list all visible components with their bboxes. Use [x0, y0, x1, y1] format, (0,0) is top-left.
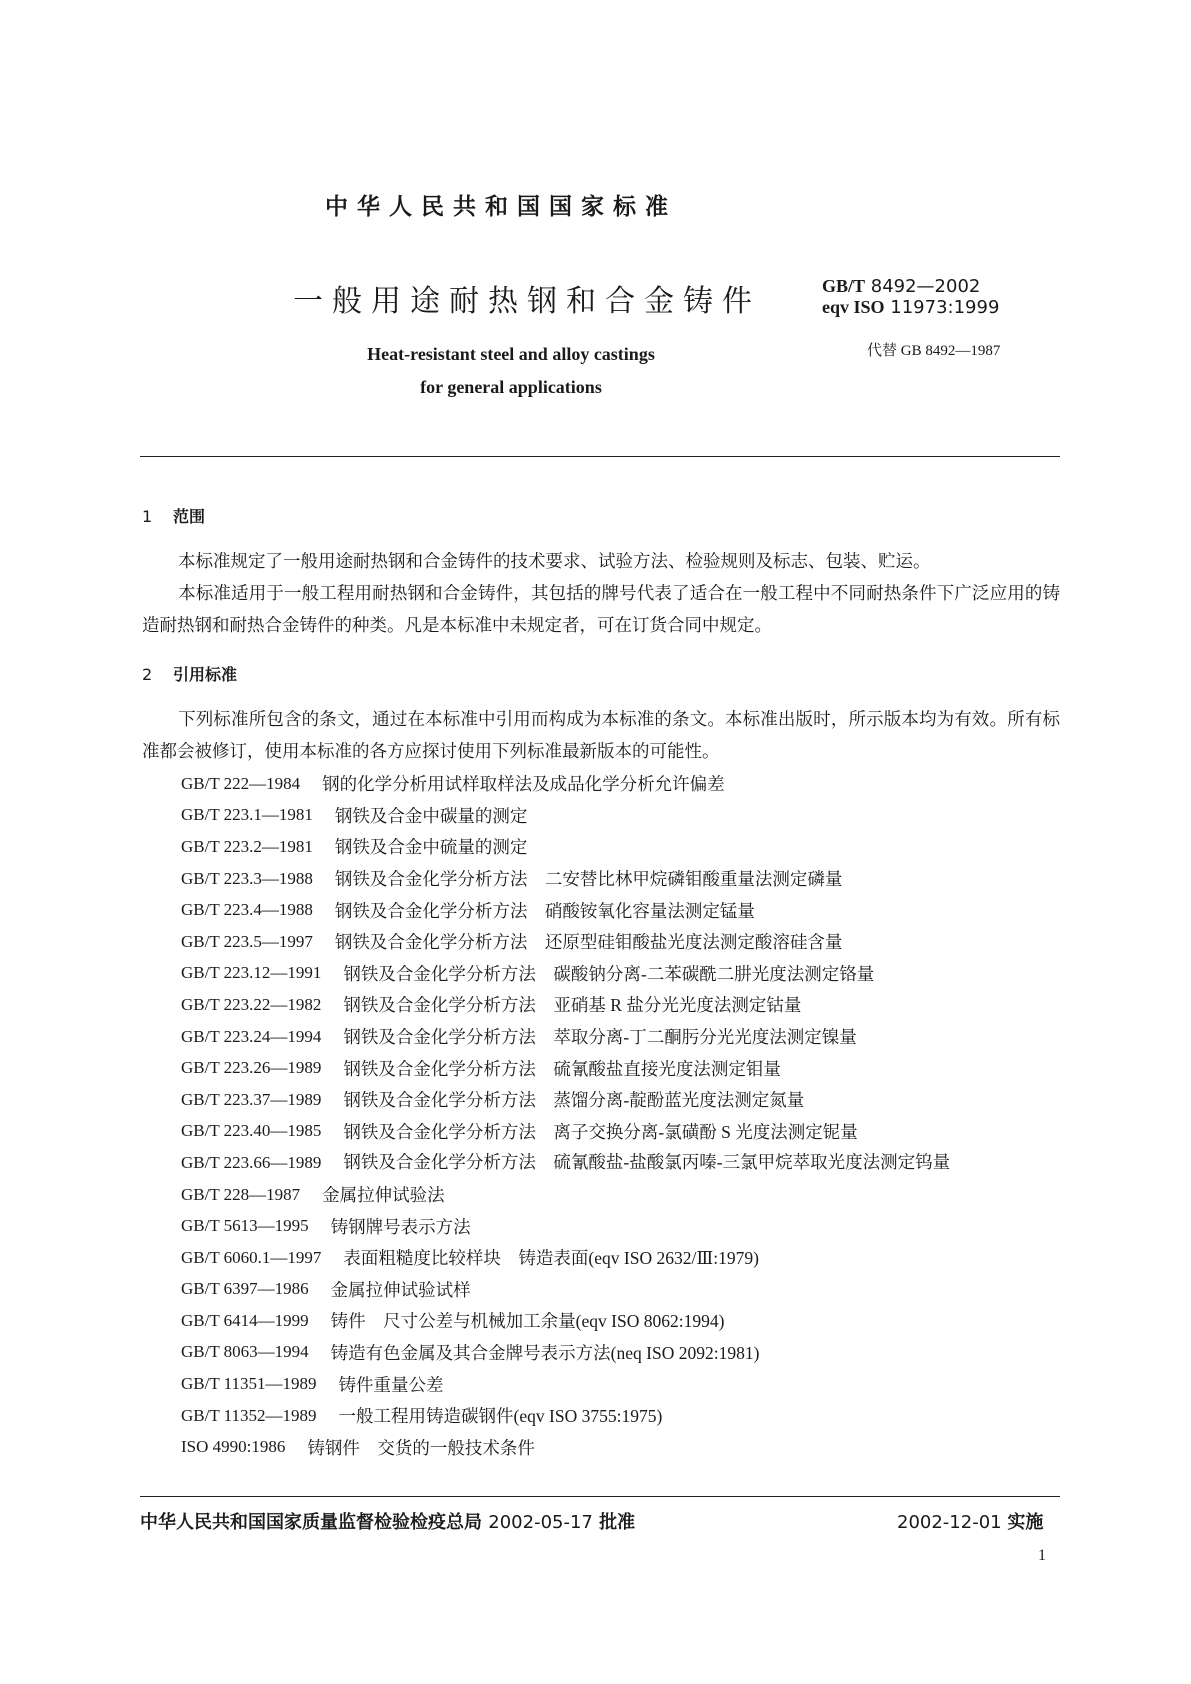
reference-title: 铸件重量公差 [338, 1374, 444, 1395]
document-title-cn: 一般用途耐热钢和合金铸件 [293, 284, 761, 319]
reference-item [181, 1179, 1061, 1211]
reference-item [181, 1242, 1061, 1274]
reference-code: GB/T 223.26—1989 [181, 1058, 322, 1078]
eqv-prefix: eqv ISO [822, 297, 885, 317]
reference-code: GB/T 223.40—1985 [181, 1121, 322, 1141]
national-standard-label: 中华人民共和国国家标准 [325, 194, 677, 220]
reference-title: 钢铁及合金化学分析方法 碳酸钠分离-二苯碳酰二肼光度法测定铬量 [343, 963, 875, 984]
reference-code: GB/T 223.2—1981 [181, 836, 313, 856]
implementation-line [897, 1508, 1043, 1534]
reference-code: ISO 4990:1986 [181, 1437, 286, 1457]
reference-item [181, 800, 1061, 832]
reference-code: GB/T 11351—1989 [181, 1374, 317, 1394]
reference-code: GB/T 223.3—1988 [181, 868, 313, 888]
reference-code: GB/T 6414—1999 [181, 1310, 309, 1330]
reference-title: 钢铁及合金化学分析方法 亚硝基 R 盐分光光度法测定钴量 [343, 995, 802, 1016]
reference-code: GB/T 223.37—1989 [181, 1089, 322, 1109]
document-title-en [330, 338, 692, 404]
equivalent-standard [822, 297, 999, 318]
reference-code: GB/T 223.24—1994 [181, 1026, 322, 1046]
implementation-label: 实施 [1007, 1512, 1044, 1533]
reference-item [181, 1337, 1061, 1369]
standard-code-block [822, 276, 999, 318]
reference-title: 铸造有色金属及其合金牌号表示方法(neq ISO 2092:1981) [330, 1342, 760, 1363]
references-intro-paragraph: 下列标准所包含的条文，通过在本标准中引用而构成为本标准的条文。本标准出版时，所示版本均为有效。所有标准都会被修订，使用本标准的各方应探讨使用下列标准最新版本的可能性。 [142, 710, 1060, 762]
reference-title: 钢铁及合金化学分析方法 硝酸铵氧化容量法测定锰量 [334, 900, 755, 921]
reference-title: 钢铁及合金化学分析方法 蒸馏分离-靛酚蓝光度法测定氮量 [343, 1090, 805, 1111]
reference-code: GB/T 223.4—1988 [181, 900, 313, 920]
reference-item [181, 1368, 1061, 1400]
reference-title: 金属拉伸试验法 [322, 1185, 445, 1206]
reference-item [181, 768, 1061, 800]
reference-item [181, 1210, 1061, 1242]
approval-line [140, 1508, 635, 1534]
reference-title: 钢铁及合金化学分析方法 硫氰酸盐-盐酸氯丙嗪-三氯甲烷萃取光度法测定钨量 [343, 1152, 951, 1173]
reference-item [181, 1431, 1061, 1463]
reference-title: 钢的化学分析用试样取样法及成品化学分析允许偏差 [322, 774, 725, 795]
reference-title: 钢铁及合金化学分析方法 二安替比林甲烷磷钼酸重量法测定磷量 [334, 869, 843, 890]
section-title: 范围 [173, 507, 206, 526]
section-number: 2 [142, 665, 153, 684]
reference-item [181, 831, 1061, 863]
reference-item [181, 1147, 1061, 1179]
reference-title: 表面粗糙度比较样块 铸造表面(eqv ISO 2632/Ⅲ:1979) [343, 1248, 759, 1269]
page-number: 1 [1038, 1547, 1046, 1564]
reference-title: 铸钢牌号表示方法 [330, 1216, 471, 1237]
reference-code: GB/T 223.5—1997 [181, 931, 313, 951]
reference-code: GB/T 6060.1—1997 [181, 1247, 322, 1267]
reference-code: GB/T 222—1984 [181, 773, 301, 793]
reference-item [181, 894, 1061, 926]
reference-item [181, 1400, 1061, 1432]
reference-code: GB/T 223.66—1989 [181, 1153, 322, 1173]
approval-label: 批准 [599, 1512, 636, 1533]
reference-title: 钢铁及合金化学分析方法 萃取分离-丁二酮肟分光光度法测定镍量 [343, 1027, 857, 1048]
title-en-line2: for general applications [420, 377, 602, 397]
reference-title: 金属拉伸试验试样 [330, 1279, 471, 1300]
code-prefix: GB/T [822, 276, 866, 296]
reference-code: GB/T 6397—1986 [181, 1279, 309, 1299]
reference-item [181, 958, 1061, 990]
title-en-line1: Heat-resistant steel and alloy castings [367, 344, 655, 364]
reference-item [181, 1021, 1061, 1053]
eqv-number: 11973:1999 [890, 297, 1000, 318]
footer-divider [140, 1496, 1060, 1497]
reference-code: GB/T 8063—1994 [181, 1342, 309, 1362]
reference-item [181, 926, 1061, 958]
reference-code: GB/T 5613—1995 [181, 1216, 309, 1236]
section-number: 1 [142, 507, 153, 526]
reference-title: 一般工程用铸造碳钢件(eqv ISO 3755:1975) [338, 1406, 663, 1427]
reference-code: GB/T 11352—1989 [181, 1405, 317, 1425]
section-title: 引用标准 [173, 665, 238, 684]
scope-paragraph-1: 本标准规定了一般用途耐热钢和合金铸件的技术要求、试验方法、检验规则及标志、包装、贮运。 [178, 552, 931, 572]
reference-title: 铸件 尺寸公差与机械加工余量(eqv ISO 8062:1994) [330, 1311, 725, 1332]
reference-item [181, 1116, 1061, 1148]
reference-code: GB/T 228—1987 [181, 1184, 301, 1204]
reference-item [181, 863, 1061, 895]
issuing-authority: 中华人民共和国国家质量监督检验检疫总局 [140, 1512, 482, 1533]
header-divider [140, 456, 1060, 457]
standard-code [822, 276, 999, 297]
reference-code: GB/T 223.1—1981 [181, 805, 313, 825]
reference-code: GB/T 223.22—1982 [181, 994, 322, 1014]
reference-list [181, 768, 1061, 1463]
approval-date: 2002-05-17 [488, 1512, 593, 1533]
implementation-date: 2002-12-01 [897, 1512, 1002, 1533]
reference-item [181, 1274, 1061, 1306]
reference-item [181, 1052, 1061, 1084]
reference-title: 钢铁及合金化学分析方法 离子交换分离-氯磺酚 S 光度法测定铌量 [343, 1121, 858, 1142]
reference-title: 钢铁及合金化学分析方法 还原型硅钼酸盐光度法测定酸溶硅含量 [334, 932, 843, 953]
reference-item [181, 1305, 1061, 1337]
section-heading-scope [142, 504, 205, 527]
reference-title: 钢铁及合金中碳量的测定 [334, 805, 528, 826]
replaces-note: 代替 GB 8492—1987 [867, 343, 1001, 359]
reference-title: 铸钢件 交货的一般技术条件 [307, 1437, 535, 1458]
reference-title: 钢铁及合金中硫量的测定 [334, 837, 528, 858]
reference-item [181, 989, 1061, 1021]
scope-paragraph-2: 本标准适用于一般工程用耐热钢和合金铸件，其包括的牌号代表了适合在一般工程中不同耐热条件下广泛应用的铸造耐热钢和耐热合金铸件的种类。凡是本标准中未规定者，可在订货合同中规定。 [142, 584, 1060, 636]
section-heading-references [142, 662, 237, 685]
code-number: 8492—2002 [870, 276, 981, 297]
reference-title: 钢铁及合金化学分析方法 硫氰酸盐直接光度法测定钼量 [343, 1058, 781, 1079]
reference-item [181, 1084, 1061, 1116]
reference-code: GB/T 223.12—1991 [181, 963, 322, 983]
